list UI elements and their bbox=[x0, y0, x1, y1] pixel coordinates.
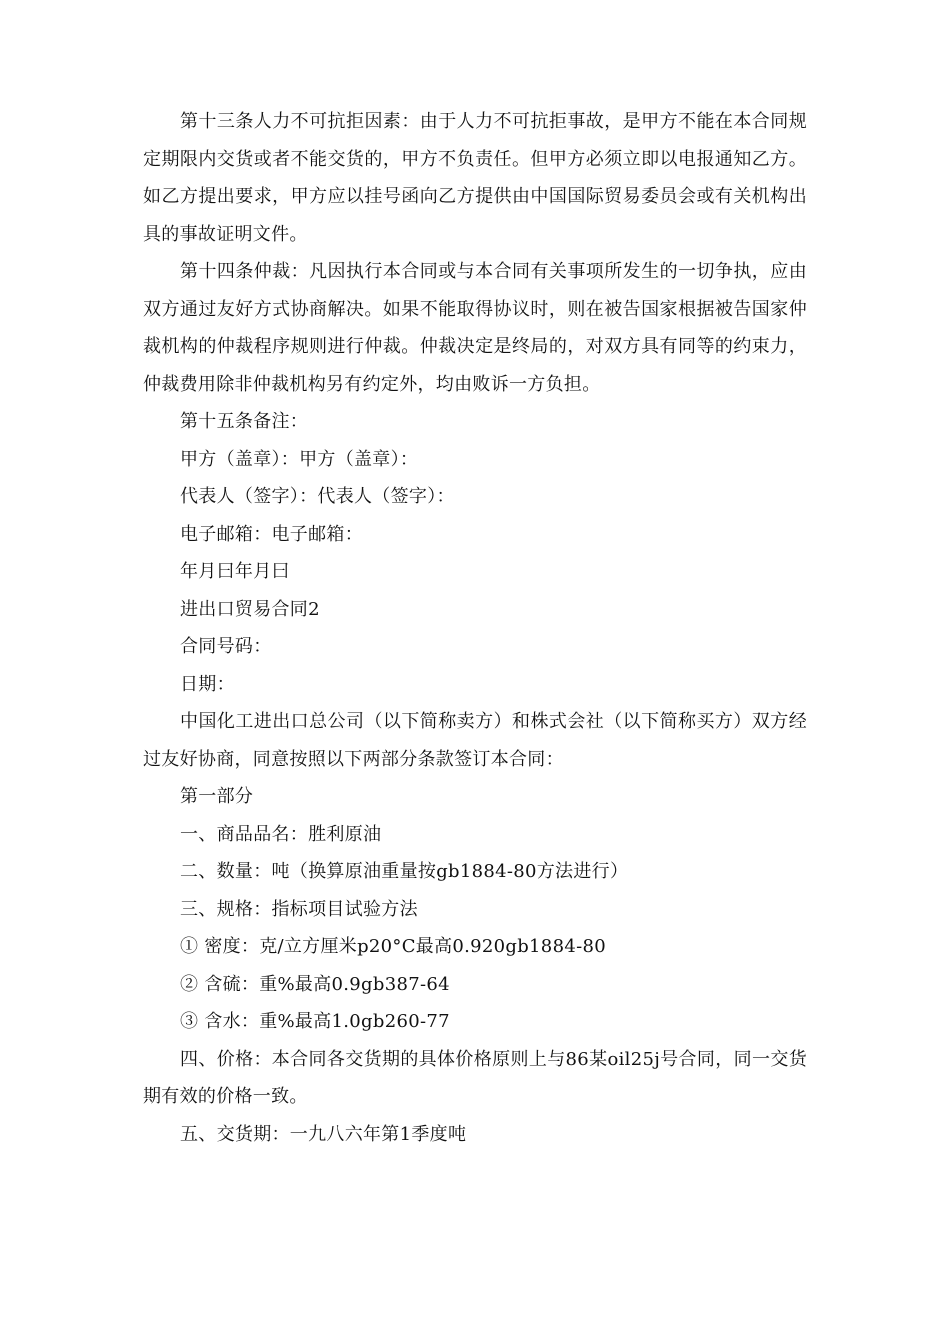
spec-water: ③ 含水：重%最高1.0gb260-77 bbox=[180, 1011, 450, 1032]
item-specification: 三、规格：指标项目试验方法 bbox=[180, 898, 418, 920]
spec-density: ① 密度：克/立方厘米p20°C最高0.920gb1884-80 bbox=[180, 936, 606, 957]
part-one-heading: 第一部分 bbox=[180, 786, 254, 807]
item-price: 四、价格：本合同各交货期的具体价格原则上与86某oil25j号合同，同一交货期有效的价格一致。 bbox=[143, 1048, 807, 1107]
item-commodity: 一、商品品名：胜利原油 bbox=[180, 823, 382, 845]
document-body bbox=[143, 103, 807, 1153]
spec-sulfur: ② 含硫：重%最高0.9gb387-64 bbox=[180, 973, 450, 995]
party-a-seal-line: 甲方（盖章）：甲方（盖章）： bbox=[180, 448, 419, 470]
clause-13-force-majeure: 第十三条人力不可抗拒因素：由于人力不可抗拒事故，是甲方不能在本合同规定期限内交货或者不能交货的，甲方不负责任。但甲方必须立即以电报通知乙方。如乙方提出要求，甲方应以挂号函向乙方提供由中国国际贸易委员会或有关机构出具的事故证明文件。 bbox=[143, 111, 807, 245]
contract-number-line: 合同号码： bbox=[180, 636, 272, 657]
email-line: 电子邮箱：电子邮箱： bbox=[180, 523, 363, 545]
representative-signature-line: 代表人（签字）：代表人（签字）： bbox=[180, 486, 455, 507]
item-quantity: 二、数量：吨（换算原油重量按gb1884-80方法进行） bbox=[180, 861, 629, 882]
date-line: 年月曰年月曰 bbox=[180, 561, 290, 582]
section-heading: 进出口贸易合同2 bbox=[180, 598, 320, 620]
clause-14-arbitration: 第十四条仲裁：凡因执行本合同或与本合同有关事项所发生的一切争执，应由双方通过友好方式协商解决。如果不能取得协议时，则在被告国家根据被告国家仲裁机构的仲裁程序规则进行仲裁。仲裁决定是终局的，对双方具有同等的约束力，仲裁费用除非仲裁机构另有约定外，均由败诉一方负担。 bbox=[143, 261, 807, 395]
preamble-paragraph: 中国化工进出口总公司（以下简称卖方）和株式会社（以下简称买方）双方经过友好协商，同意按照以下两部分条款签订本合同： bbox=[143, 711, 807, 770]
item-delivery: 五、交货期：一九八六年第1季度吨 bbox=[180, 1123, 467, 1145]
contract-date-line: 日期： bbox=[180, 673, 235, 695]
clause-15-remarks: 第十五条备注： bbox=[180, 411, 309, 432]
